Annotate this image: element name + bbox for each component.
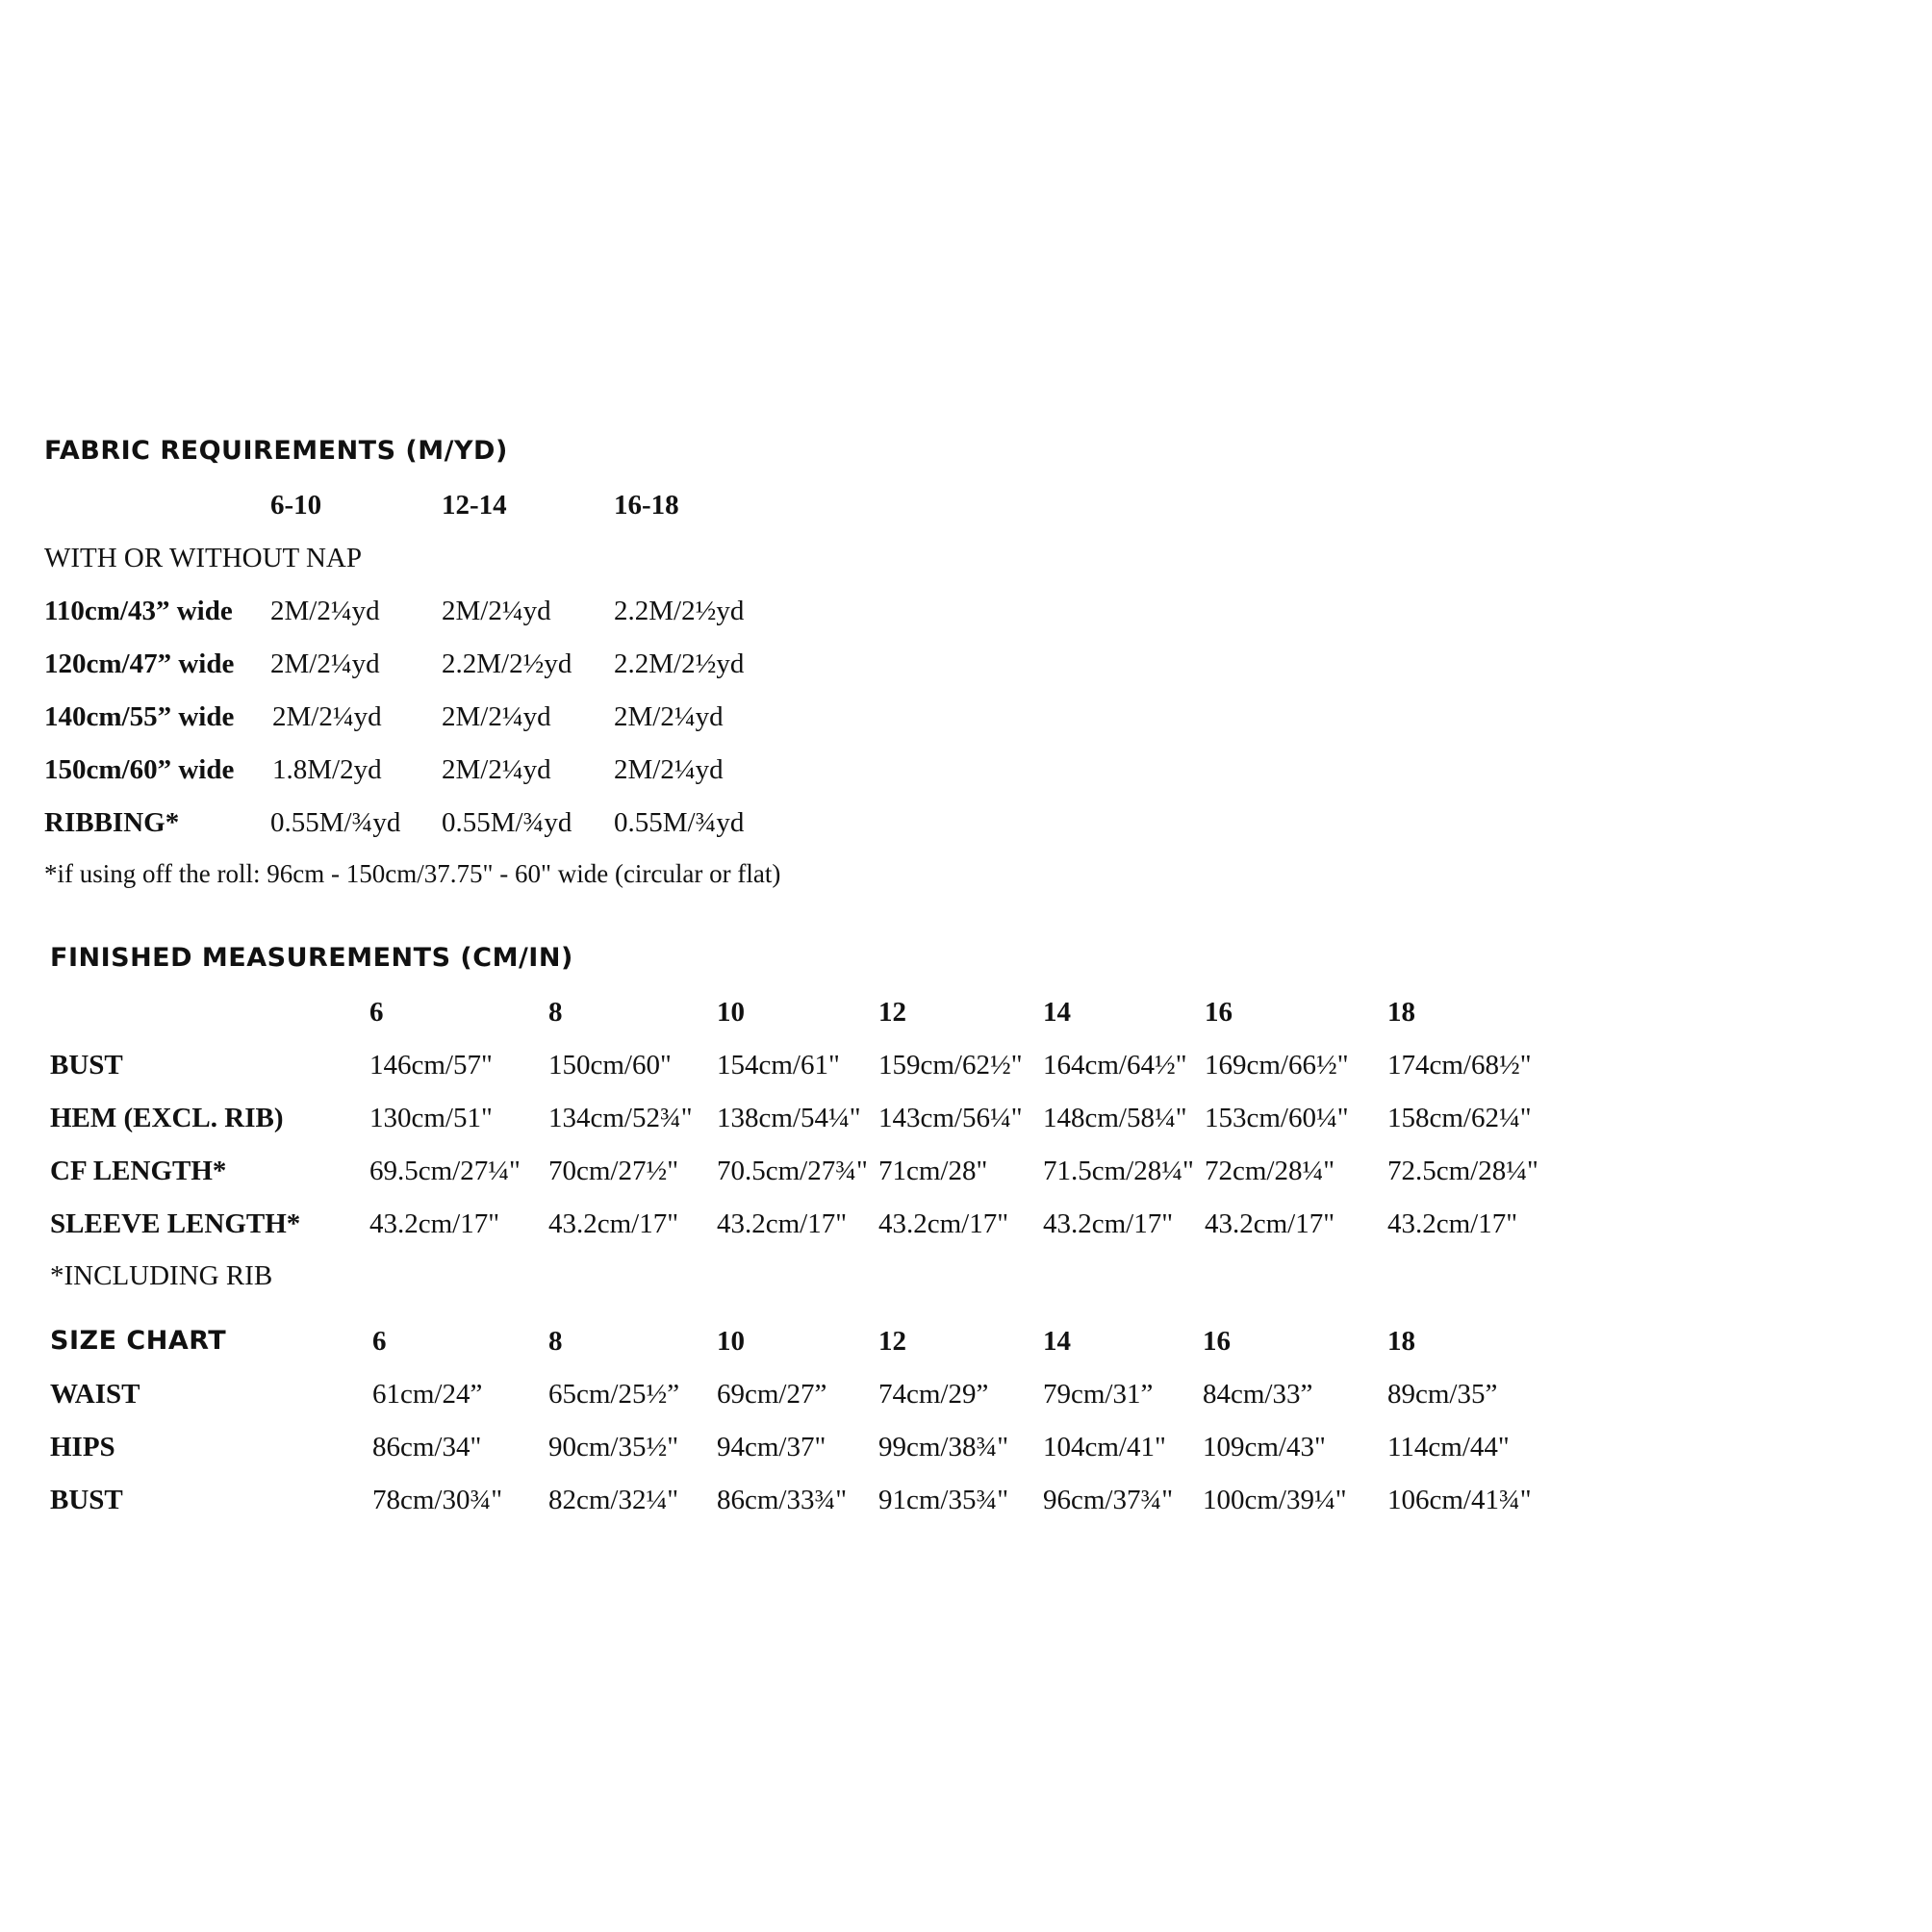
fabric-cell: 1.8M/2yd	[272, 754, 382, 785]
fabric-cell: 2M/2¼yd	[272, 701, 382, 732]
finished-cell: 43.2cm/17"	[548, 1208, 679, 1239]
fabric-cell: 2M/2¼yd	[270, 596, 380, 626]
fabric-cell: 2.2M/2½yd	[442, 648, 572, 679]
finished-cell: 153cm/60¼"	[1205, 1103, 1349, 1133]
size-chart-cell: 90cm/35½"	[548, 1432, 679, 1462]
finished-row-label: CF LENGTH*	[50, 1156, 227, 1186]
finished-cell: 43.2cm/17"	[369, 1208, 500, 1239]
size-chart-size-header: 10	[717, 1326, 745, 1357]
finished-cell: 169cm/66½"	[1205, 1050, 1349, 1080]
finished-cell: 150cm/60"	[548, 1050, 672, 1080]
size-chart-row-label: HIPS	[50, 1432, 115, 1462]
fabric-cell: 2M/2¼yd	[442, 596, 551, 626]
size-chart-cell: 69cm/27”	[717, 1379, 827, 1410]
size-chart-cell: 84cm/33”	[1203, 1379, 1313, 1410]
size-chart-cell: 91cm/35¾"	[878, 1485, 1009, 1515]
size-chart-cell: 99cm/38¾"	[878, 1432, 1009, 1462]
finished-cell: 164cm/64½"	[1043, 1050, 1187, 1080]
fabric-nap-subheading: WITH OR WITHOUT NAP	[44, 543, 362, 573]
fabric-row-label: 110cm/43” wide	[44, 596, 233, 626]
fabric-size-header: 12-14	[442, 490, 507, 521]
size-chart-cell: 100cm/39¼"	[1203, 1485, 1347, 1515]
size-chart-cell: 82cm/32¼"	[548, 1485, 679, 1515]
finished-cell: 43.2cm/17"	[878, 1208, 1009, 1239]
finished-size-header: 6	[369, 997, 384, 1028]
fabric-row-label: 140cm/55” wide	[44, 701, 235, 732]
size-chart-cell: 114cm/44"	[1387, 1432, 1510, 1462]
finished-size-header: 18	[1387, 997, 1415, 1028]
fabric-cell: 2.2M/2½yd	[614, 596, 745, 626]
size-chart-size-header: 12	[878, 1326, 906, 1357]
finished-cell: 146cm/57"	[369, 1050, 493, 1080]
fabric-cell: 2M/2¼yd	[442, 701, 551, 732]
finished-cell: 71cm/28"	[878, 1156, 988, 1186]
fabric-footnote: *if using off the roll: 96cm - 150cm/37.75" - 60" wide (circular or flat)	[44, 859, 781, 888]
fabric-cell: 2.2M/2½yd	[614, 648, 745, 679]
finished-cell: 158cm/62¼"	[1387, 1103, 1532, 1133]
size-chart-cell: 94cm/37"	[717, 1432, 826, 1462]
finished-cell: 43.2cm/17"	[1205, 1208, 1335, 1239]
finished-cell: 43.2cm/17"	[717, 1208, 848, 1239]
fabric-cell: 2M/2¼yd	[442, 754, 551, 785]
fabric-cell: 0.55M/¾yd	[614, 807, 745, 838]
size-chart-heading: SIZE CHART	[50, 1326, 227, 1356]
size-chart-row-label: WAIST	[50, 1379, 140, 1410]
size-chart-cell: 86cm/33¾"	[717, 1485, 848, 1515]
fabric-cell: 2M/2¼yd	[614, 701, 724, 732]
size-chart-cell: 106cm/41¾"	[1387, 1485, 1532, 1515]
finished-size-header: 14	[1043, 997, 1071, 1028]
size-chart-cell: 61cm/24”	[372, 1379, 483, 1410]
size-chart-row-label: BUST	[50, 1485, 123, 1515]
finished-cell: 143cm/56¼"	[878, 1103, 1023, 1133]
fabric-cell: 2M/2¼yd	[270, 648, 380, 679]
fabric-size-header: 6-10	[270, 490, 322, 521]
finished-cell: 134cm/52¾"	[548, 1103, 693, 1133]
fabric-cell: 2M/2¼yd	[614, 754, 724, 785]
finished-cell: 43.2cm/17"	[1043, 1208, 1174, 1239]
size-chart-size-header: 6	[372, 1326, 387, 1357]
finished-cell: 71.5cm/28¼"	[1043, 1156, 1194, 1186]
size-chart-size-header: 16	[1203, 1326, 1231, 1357]
fabric-row-label: 120cm/47” wide	[44, 648, 235, 679]
fabric-row-label: RIBBING*	[44, 807, 180, 838]
fabric-row-label: 150cm/60” wide	[44, 754, 235, 785]
finished-size-header: 10	[717, 997, 745, 1028]
finished-measurements-heading: FINISHED MEASUREMENTS (CM/IN)	[50, 943, 573, 973]
size-chart-size-header: 18	[1387, 1326, 1415, 1357]
finished-cell: 72cm/28¼"	[1205, 1156, 1335, 1186]
finished-cell: 159cm/62½"	[878, 1050, 1023, 1080]
size-chart-cell: 89cm/35”	[1387, 1379, 1498, 1410]
size-chart-cell: 109cm/43"	[1203, 1432, 1326, 1462]
finished-footnote: *INCLUDING RIB	[50, 1260, 273, 1291]
finished-cell: 138cm/54¼"	[717, 1103, 861, 1133]
size-chart-cell: 96cm/37¾"	[1043, 1485, 1174, 1515]
fabric-cell: 0.55M/¾yd	[442, 807, 572, 838]
fabric-cell: 0.55M/¾yd	[270, 807, 401, 838]
size-chart-cell: 78cm/30¾"	[372, 1485, 503, 1515]
finished-cell: 69.5cm/27¼"	[369, 1156, 521, 1186]
finished-size-header: 16	[1205, 997, 1233, 1028]
finished-cell: 174cm/68½"	[1387, 1050, 1532, 1080]
size-chart-cell: 86cm/34"	[372, 1432, 482, 1462]
finished-row-label: SLEEVE LENGTH*	[50, 1208, 301, 1239]
finished-size-header: 12	[878, 997, 906, 1028]
finished-row-label: HEM (EXCL. RIB)	[50, 1103, 284, 1133]
finished-cell: 43.2cm/17"	[1387, 1208, 1518, 1239]
finished-cell: 148cm/58¼"	[1043, 1103, 1187, 1133]
finished-cell: 70.5cm/27¾"	[717, 1156, 868, 1186]
size-chart-size-header: 8	[548, 1326, 563, 1357]
size-chart-size-header: 14	[1043, 1326, 1071, 1357]
finished-cell: 70cm/27½"	[548, 1156, 679, 1186]
finished-cell: 72.5cm/28¼"	[1387, 1156, 1538, 1186]
size-chart-cell: 104cm/41"	[1043, 1432, 1166, 1462]
finished-row-label: BUST	[50, 1050, 123, 1080]
size-chart-cell: 74cm/29”	[878, 1379, 989, 1410]
fabric-size-header: 16-18	[614, 490, 679, 521]
fabric-requirements-heading: FABRIC REQUIREMENTS (M/YD)	[44, 436, 508, 466]
size-chart-cell: 79cm/31”	[1043, 1379, 1154, 1410]
finished-cell: 130cm/51"	[369, 1103, 493, 1133]
finished-cell: 154cm/61"	[717, 1050, 840, 1080]
finished-size-header: 8	[548, 997, 563, 1028]
size-chart-cell: 65cm/25½”	[548, 1379, 680, 1410]
